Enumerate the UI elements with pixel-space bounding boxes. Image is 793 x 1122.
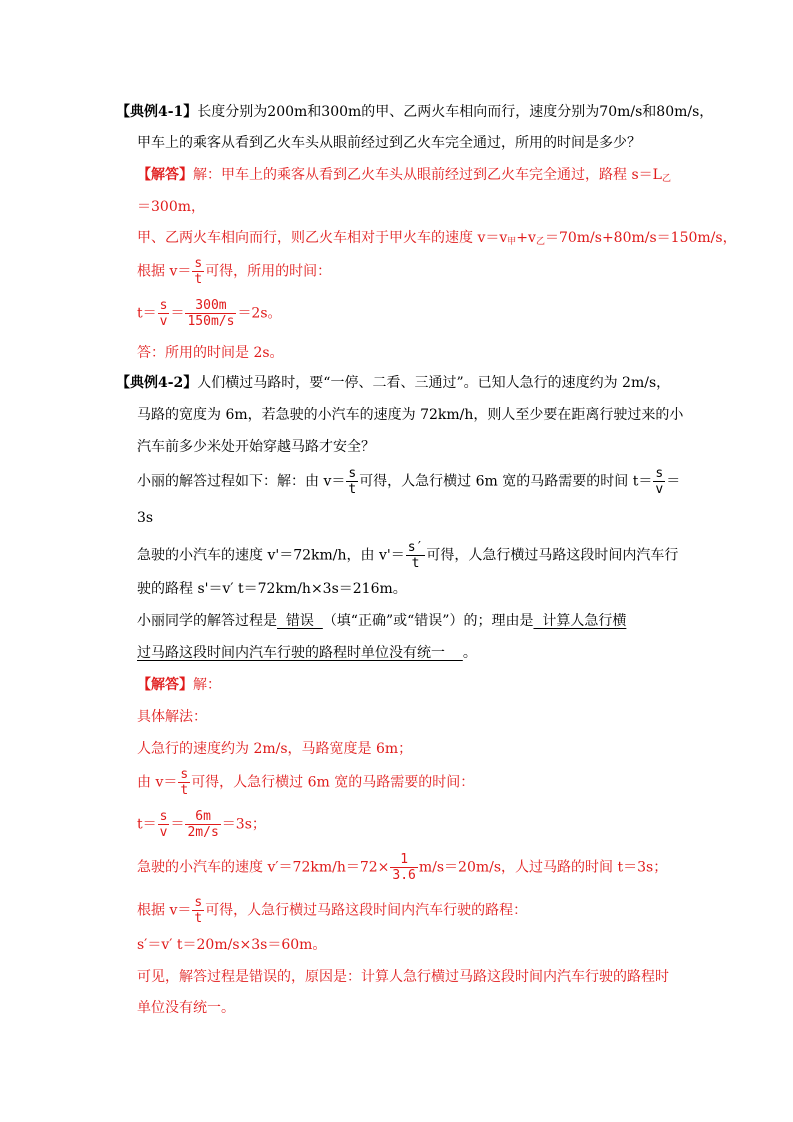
answer-line-1: 具体解法：	[137, 709, 207, 725]
example-4-1-answer-line-3: 甲、乙两火车相向而行，则乙火车相对于甲火车的速度 $v=v_甲+v_乙=70m/s+80m/s=150m/s$，	[137, 230, 737, 247]
answer-blank-1: 错误	[277, 613, 323, 629]
xiaoli-solution-line-2: 3s	[137, 510, 154, 526]
fraction-1-over-3-6: $\frac{1}{3.6}$	[392, 852, 416, 883]
example-4-2-question-line-1: 【典例4-2】人们横过马路时，要“一停、二看、三通过”。已知人急行的速度约为 2m/s，	[116, 375, 671, 391]
answer-line-9: 单位没有统一。	[137, 1000, 235, 1016]
answer-line-2: 人急行的速度约为 2m/s，马路宽度是 6m；	[137, 741, 413, 757]
example-4-2-question-line-3: 汽车前多少米处开始穿越马路才安全？	[137, 439, 375, 455]
answer-line-7: s′＝v′ t＝20m/s×3s＝60m。	[137, 937, 327, 953]
fraction-s-prime-over-t: $\frac{s'}{t}$	[407, 540, 424, 571]
fraction-s-over-t: $\frac{s}{t}$	[348, 466, 357, 497]
example-4-1-final-answer: 答：所用的时间是 2s。	[137, 345, 284, 361]
example-4-1-tag: 【典例4-1】	[116, 104, 198, 120]
answer-line-3: 由 v＝ $\frac{s}{t}$ 可得，人急行横过 6m 宽的马路需要的时间：	[137, 767, 475, 798]
fill-in-line-2: 过马路这段时间内汽车行驶的路程时单位没有统一 。	[137, 645, 477, 661]
answer-blank-2-cont: 过马路这段时间内汽车行驶的路程时单位没有统一	[137, 645, 463, 661]
example-4-1-answer-line-5: t＝ $\frac{s}{v}$ ＝ $\frac{300m}{150m/s}$ ＝2s。	[137, 298, 282, 329]
fraction-300-over-150: $\frac{300m}{150m/s}$	[187, 298, 235, 329]
answer-line-6: 根据 v＝ $\frac{s}{t}$ 可得，人急行横过马路这段时间内汽车行驶的路程：	[137, 895, 528, 926]
example-4-1-question-line-1: 【典例4-1】长度分别为200m和300m的甲、乙两火车相向而行，速度分别为70m/s和80m/s，	[116, 104, 714, 120]
fraction-s-over-v: $\frac{s}{v}$	[159, 809, 168, 840]
fraction-s-over-v: $\frac{s}{v}$	[159, 298, 168, 329]
answer-tag: 【解答】	[137, 167, 193, 183]
example-4-1-answer-line-4: 根据 v＝ $\frac{s}{t}$ 可得，所用的时间：	[137, 256, 332, 287]
answer-line-4: t＝ $\frac{s}{v}$ ＝ $\frac{6m}{2m/s}$ ＝3s；	[137, 809, 266, 840]
example-4-2-question-line-2: 马路的宽度为 6m，若急驶的小汽车的速度为 72km/h，则人至少要在距离行驶过来的小	[137, 407, 684, 423]
xiaoli-solution-line-4: 驶的路程 s'＝v′ t＝72km/h×3s＝216m。	[137, 581, 407, 597]
answer-tag: 【解答】	[137, 677, 193, 693]
example-4-2-answer-header: 【解答】解：	[137, 677, 221, 693]
answer-blank-2: 计算人急行横	[533, 613, 627, 629]
fraction-s-over-t: $\frac{s}{t}$	[194, 895, 203, 926]
fill-in-line-1: 小丽同学的解答过程是 错误 （填“正确”或“错误”）的；理由是 计算人急行横	[137, 613, 627, 629]
example-4-2-tag: 【典例4-2】	[116, 375, 198, 391]
example-4-1-question-line-2: 甲车上的乘客从看到乙火车头从眼前经过到乙火车完全通过，所用的时间是多少？	[137, 135, 641, 151]
fraction-6-over-2: $\frac{6m}{2m/s}$	[187, 809, 219, 840]
example-4-1-answer-line-2: ＝300m，	[137, 199, 205, 215]
answer-line-5: 急驶的小汽车的速度 v′＝72km/h＝72× $\frac{1}{3.6}$ m/s＝20m/s，人过马路的时间 t＝3s；	[137, 852, 668, 883]
xiaoli-solution-line-3: 急驶的小汽车的速度 v'＝72km/h，由 v'＝ $\frac{s'}{t}$ 可得，人急行横过马路这段时间内汽车行	[137, 540, 679, 571]
example-4-1-answer-line-1: 【解答】解：甲车上的乘客从看到乙火车头从眼前经过到乙火车完全通过，路程 $s=L_乙$	[137, 167, 671, 184]
answer-line-8: 可见，解答过程是错误的，原因是：计算人急行横过马路这段时间内汽车行驶的路程时	[137, 969, 669, 985]
xiaoli-solution-line-1: 小丽的解答过程如下：解：由 v＝ $\frac{s}{t}$ 可得，人急行横过 6m 宽的马路需要的时间 t＝ $\frac{s}{v}$ ＝	[137, 466, 681, 497]
fraction-s-over-v: $\frac{s}{v}$	[655, 466, 664, 497]
fraction-s-over-t: $\frac{s}{t}$	[194, 256, 203, 287]
fraction-s-over-t: $\frac{s}{t}$	[180, 767, 189, 798]
